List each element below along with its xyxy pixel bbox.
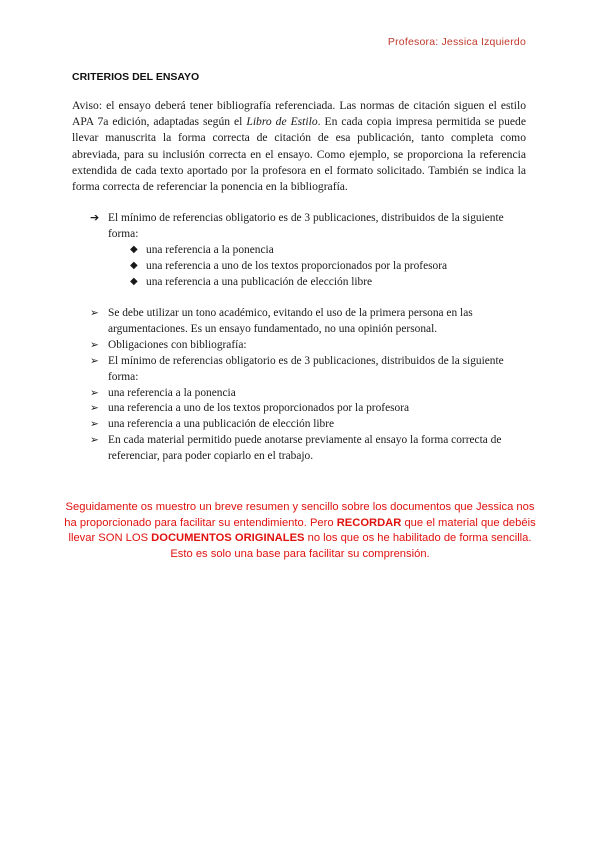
section-title: CRITERIOS DEL ENSAYO [72,71,200,83]
list-item [130,242,510,258]
note-text-3: no los que os he habilitado de forma sencilla. Esto es solo una base para facilitar su comprensión. [170,532,532,560]
list-item-text: una referencia a uno de los textos proporcionados por la profesora [108,402,410,415]
list-item [90,338,530,354]
list-item-text: una referencia a una publicación de elección libre [108,418,335,431]
note-bold-documentos: DOCUMENTOS ORIGINALES [151,532,305,545]
diamond-sublist [108,242,510,290]
intro-text-2: . En cada copia impresa permitida se puede llevar manuscrita la forma correcta de citación de esa publicación, tanto completa como abreviada, para su inclusión correcta en el ensayo. Como ejemplo, se proporciona la referencia extendida de cada texto aportado por la profesora en el formato solicitado. También se indica la forma correcta de referenciar la ponencia en la bibliografía. [72,115,526,194]
list-item-text: una referencia a la ponencia [146,244,274,256]
triangle-bullet-icon: ➢ [90,354,99,367]
list-item [90,433,530,465]
triangle-bullet-icon: ➢ [90,307,99,319]
list-item [130,258,510,274]
triangle-bullet-icon: ➢ [90,338,99,351]
list-item-text: Se debe utilizar un tono académico, evitando el uso de la primera persona en las argumentaciones. Es un ensayo fundamentado, no una opinión personal. [108,307,473,335]
triangle-bullet-icon: ➢ [90,386,99,399]
list-item [90,354,530,386]
list-item [90,386,530,402]
list-item [90,210,510,290]
list-item-text: En cada material permitido puede anotarse previamente al ensayo la forma correcta de referenciar, para poder copiarlo en el trabajo. [108,434,502,463]
list-item-text: Obligaciones con bibliografía: [108,338,247,351]
list-item [90,306,530,338]
diamond-bullet-icon: ◆ [130,276,138,287]
arrow-list [90,210,510,290]
red-note-paragraph [60,500,540,562]
list-item [90,417,530,433]
list-item-text: El mínimo de referencias obligatorio es de 3 publicaciones, distribuidos de la siguiente forma: [108,354,504,383]
list-item [130,274,510,290]
note-text-1: Seguidamente os muestro un breve resumen y sencillo sobre los documentos que Jessica nos ha proporcionado para facilitar su entendimiento. Pero [64,501,535,529]
list-item [90,401,530,417]
list-item-text: El mínimo de referencias obligatorio es de 3 publicaciones, distribuidos de la siguiente forma: [108,212,504,240]
header-author: Profesora: Jessica Izquierdo [387,36,526,48]
list-item-text: una referencia a una publicación de elección libre [146,276,373,288]
list-item-text: una referencia a la ponencia [108,386,236,399]
arrow-bullet-icon: ➔ [90,211,100,224]
requirements-list [90,306,530,465]
intro-text-1: Aviso: el ensayo deberá tener bibliografía referenciada. Las normas de citación siguen el estilo APA 7a edición, adaptadas según el [72,99,526,129]
triangle-bullet-icon: ➢ [90,434,99,447]
triangle-bullet-icon: ➢ [90,402,99,415]
note-text-2: que el material que debéis llevar SON LOS [68,516,536,545]
list-item-text: una referencia a uno de los textos proporcionados por la profesora [146,260,448,272]
note-bold-recordar: RECORDAR [336,516,402,529]
triangle-bullet-icon: ➢ [90,418,99,431]
intro-paragraph [72,98,526,195]
diamond-bullet-icon: ◆ [130,244,138,255]
intro-book-title: Libro de Estilo [246,115,318,129]
diamond-bullet-icon: ◆ [130,260,138,271]
